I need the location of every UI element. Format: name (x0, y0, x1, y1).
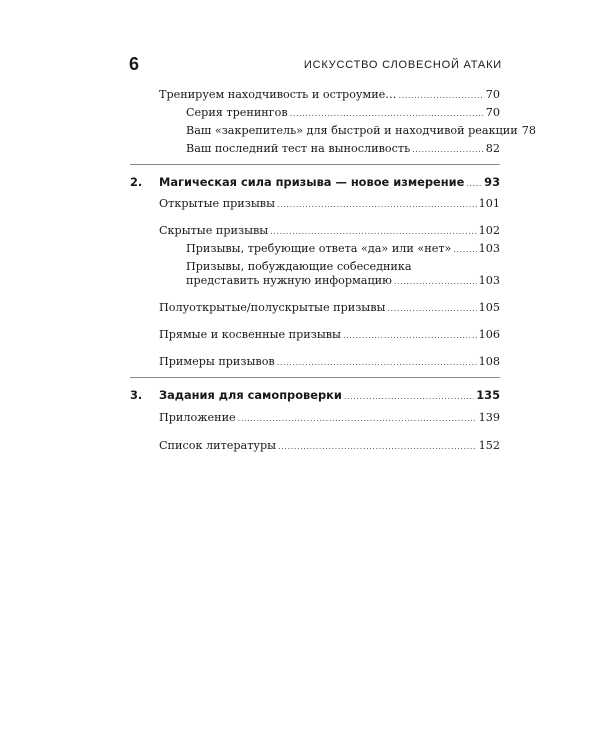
toc-entry-title: Серия тренингов (186, 106, 288, 119)
toc-entry-bibliography[interactable] (159, 438, 500, 454)
toc-entry-title: Призывы, требующие ответа «да» или «нет» (186, 242, 452, 255)
leader-dots (466, 176, 482, 191)
leader-dots (270, 224, 476, 239)
toc-entry-title: Полуоткрытые/полускрытые призывы (159, 301, 386, 314)
toc-entry-page: 101 (478, 197, 500, 210)
toc-entry-title: Список литературы (159, 439, 277, 452)
leader-dots (277, 355, 477, 370)
toc-chapter-2[interactable] (159, 175, 500, 191)
toc-entry-title: представить нужную информацию (186, 274, 392, 287)
leader-dots (387, 301, 476, 316)
toc-entry-page: 152 (478, 439, 500, 452)
chapter-number: 3. (130, 388, 143, 402)
toc-entry-fixer[interactable] (186, 123, 536, 139)
toc-entry-last-test[interactable] (186, 141, 500, 157)
toc-entry-page: 105 (478, 301, 500, 314)
toc-entry-training-series[interactable] (186, 105, 500, 121)
toc-entry-page: 82 (485, 142, 500, 155)
toc-entry-page: 103 (478, 242, 500, 255)
chapter-page: 93 (484, 175, 500, 189)
toc-entry-title: Ваш последний тест на выносливость (186, 142, 411, 155)
toc-entry-page: 102 (478, 224, 500, 237)
toc-entry-title: Приложение (159, 411, 236, 424)
toc-entry-open-calls[interactable] (159, 196, 500, 212)
toc-entry-title: Ваш «закрепитель» для быстрой и находчивой реакции (186, 124, 518, 137)
toc-entry-info-calls-line1[interactable]: Призывы, побуждающие собеседника (186, 260, 412, 273)
chapter-number: 2. (130, 175, 143, 189)
toc-entry-page: 70 (485, 106, 500, 119)
leader-dots (278, 439, 477, 454)
toc-entry-examples[interactable] (159, 354, 500, 370)
leader-dots (277, 197, 477, 212)
toc-entry-info-calls[interactable] (186, 273, 500, 289)
page-number: 6 (129, 54, 140, 74)
toc-entry-page: 139 (478, 411, 500, 424)
leader-dots (398, 88, 483, 103)
running-header-title: ИСКУССТВО СЛОВЕСНОЙ АТАКИ (303, 59, 502, 71)
toc-entry-hidden-calls[interactable] (159, 223, 500, 239)
toc-entry-yes-no-calls[interactable] (186, 241, 500, 257)
toc-entry-direct-calls[interactable] (159, 327, 500, 343)
chapter-page: 135 (476, 388, 500, 402)
leader-dots (238, 411, 477, 426)
toc-entry-page: 70 (485, 88, 500, 101)
toc-entry-page: 78 (521, 124, 536, 137)
leader-dots (344, 389, 474, 404)
section-divider (130, 377, 500, 378)
toc-entry-page: 106 (478, 328, 500, 341)
toc-entry-title: Скрытые призывы (159, 224, 269, 237)
toc-entry-page: 103 (478, 274, 500, 287)
toc-entry-appendix[interactable] (159, 410, 500, 426)
toc-entry-training[interactable] (159, 87, 500, 103)
leader-dots (412, 142, 484, 157)
leader-dots (343, 328, 477, 343)
chapter-title: Магическая сила призыва — новое измерение (159, 175, 465, 189)
toc-entry-title: Прямые и косвенные призывы (159, 328, 341, 341)
leader-dots (453, 242, 476, 257)
toc-entry-page: 108 (478, 355, 500, 368)
toc-entry-title: Открытые призывы (159, 197, 275, 210)
leader-dots (290, 106, 484, 121)
toc-chapter-3[interactable] (159, 388, 500, 404)
toc-entry-semi-calls[interactable] (159, 300, 500, 316)
section-divider (130, 164, 500, 165)
toc-entry-title: Тренируем находчивость и остроумие… (159, 88, 397, 101)
chapter-title: Задания для самопроверки (159, 388, 342, 402)
leader-dots (394, 274, 477, 289)
toc-entry-title: Примеры призывов (159, 355, 275, 368)
